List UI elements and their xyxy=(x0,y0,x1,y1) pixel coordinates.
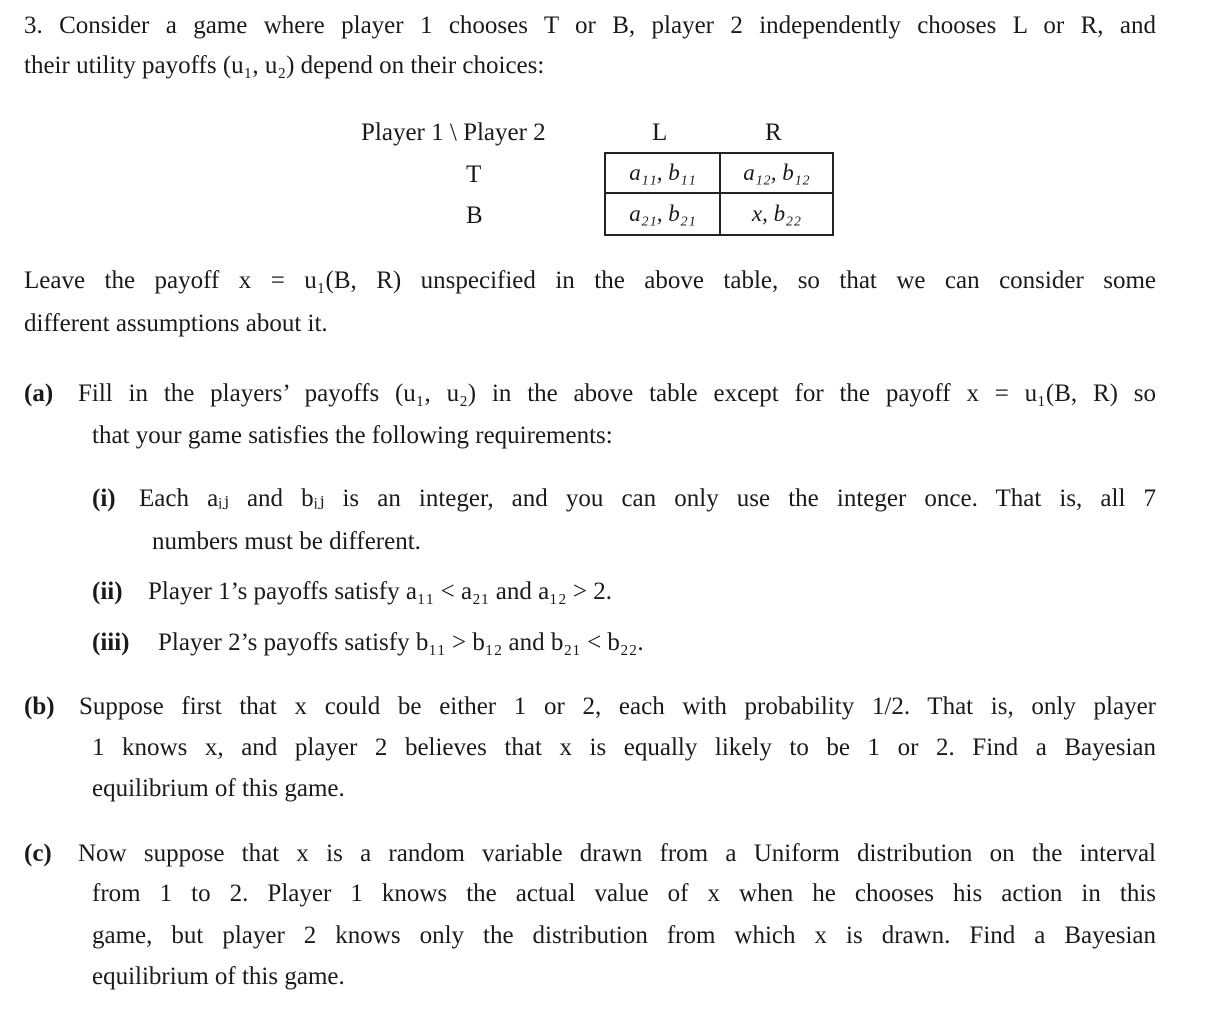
part-a-line-1: Fill in the players’ payoffs (u₁, u₂) in the above table except for the payoff x = u₁(B, R) so xyxy=(78,380,1156,407)
part-c-line-1: Now suppose that x is a random variable drawn from a Uniform distribution on the interval xyxy=(78,840,1156,867)
part-a-line-2: that your game satisfies the following requirements: xyxy=(92,422,613,449)
req-i-line-2: numbers must be different. xyxy=(152,528,421,555)
leave-line-1: Leave the payoff x = u₁(B, R) unspecified in the above table, so that we can consider some xyxy=(24,267,1156,294)
req-ii-label: (ii) xyxy=(92,578,123,605)
part-c-line-4: equilibrium of this game. xyxy=(92,963,345,990)
leave-line-2: different assumptions about it. xyxy=(24,310,328,337)
table-col-label-r: R xyxy=(765,119,782,146)
payoff-cell-bl: a₂₁, b₂₁ xyxy=(606,194,721,234)
part-c-line-3: game, but player 2 knows only the distribution from which x is drawn. Find a Bayesian xyxy=(92,922,1156,949)
table-row-label-t: T xyxy=(466,161,482,188)
part-b-line-1: Suppose first that x could be either 1 or 2, each with probability 1/2. That is, only player xyxy=(79,693,1156,720)
part-b-line-2: 1 knows x, and player 2 believes that x is equally likely to be 1 or 2. Find a Bayesian xyxy=(92,734,1156,761)
payoff-cell-tr: a₁₂, b₁₂ xyxy=(721,154,832,194)
req-i-line-1: Each aᵢⱼ and bᵢⱼ is an integer, and you can only use the integer once. That is, all 7 xyxy=(139,485,1156,512)
part-b-label: (b) xyxy=(24,693,55,720)
part-b-line-3: equilibrium of this game. xyxy=(92,775,345,802)
payoff-cell-tl: a₁₁, b₁₁ xyxy=(606,154,721,194)
req-ii-line-1: Player 1’s payoffs satisfy a₁₁ < a₂₁ and a₁₂ > 2. xyxy=(148,578,612,605)
table-header-corner: Player 1 \ Player 2 xyxy=(361,119,546,146)
payoff-table xyxy=(604,152,834,236)
part-a-label: (a) xyxy=(24,380,54,407)
table-row-label-b: B xyxy=(466,202,483,229)
problem-intro-line-2: their utility payoffs (u₁, u₂) depend on their choices: xyxy=(24,52,545,79)
req-i-label: (i) xyxy=(92,485,116,512)
part-c-label: (c) xyxy=(24,840,52,867)
problem-intro-line-1: 3. Consider a game where player 1 chooses T or B, player 2 independently chooses L or R, and xyxy=(24,12,1156,39)
req-iii-label: (iii) xyxy=(92,629,130,656)
req-iii-line-1: Player 2’s payoffs satisfy b₁₁ > b₁₂ and b₂₁ < b₂₂. xyxy=(158,629,644,656)
table-col-label-l: L xyxy=(652,119,668,146)
part-c-line-2: from 1 to 2. Player 1 knows the actual value of x when he chooses his action in this xyxy=(92,880,1156,907)
payoff-cell-br: x, b₂₂ xyxy=(751,201,802,226)
